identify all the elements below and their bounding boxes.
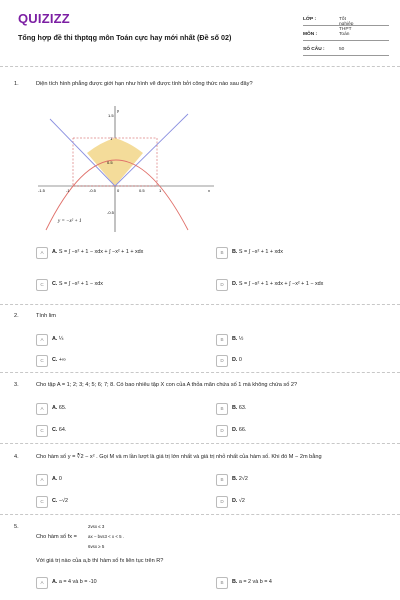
option-text bbox=[232, 336, 243, 342]
piecewise-line: 6vsx ≥ 5 bbox=[88, 544, 105, 549]
option-text bbox=[52, 427, 66, 433]
option-label: B. bbox=[232, 405, 238, 411]
option-value: √2 bbox=[238, 498, 245, 504]
option-label: B. bbox=[232, 476, 238, 482]
option-value: ¼ bbox=[58, 336, 64, 342]
x-tick-label: 1 bbox=[159, 188, 162, 193]
option-label: A. bbox=[52, 476, 58, 482]
option-text bbox=[232, 579, 272, 585]
option-text bbox=[52, 249, 143, 255]
question-text: Tính lim bbox=[36, 313, 56, 319]
option-value: a = 2 và b = 4 bbox=[238, 579, 272, 585]
option-letter-box: C bbox=[36, 279, 48, 291]
x-tick-label: 0.5 bbox=[139, 188, 145, 193]
option-label: D. bbox=[232, 498, 238, 504]
option-letter-box: D bbox=[216, 279, 228, 291]
option-text bbox=[52, 476, 62, 482]
question-divider bbox=[0, 514, 400, 515]
worksheet-header bbox=[0, 0, 400, 62]
meta-key: LỚP : bbox=[303, 17, 317, 22]
question-subtext: Với giá trị nào của a,b thì hàm số fx liên tục trên R? bbox=[36, 558, 164, 564]
option-label: B. bbox=[232, 249, 238, 255]
option-letter-box: B bbox=[216, 577, 228, 589]
curve-label: y = −x² + 1 bbox=[58, 219, 82, 224]
option-label: C. bbox=[52, 357, 58, 363]
x-tick-label: -1.5 bbox=[38, 188, 45, 193]
question-text: Diện tích hình phẳng được giới hạn như hình vẽ được tính bởi công thức nào sau đây? bbox=[36, 81, 253, 87]
option-label: D. bbox=[232, 281, 238, 287]
option-text bbox=[52, 281, 103, 287]
option-value: 63. bbox=[238, 405, 247, 411]
question-text: Cho hàm số fx = bbox=[36, 534, 77, 540]
y-tick-label: 1 bbox=[110, 136, 113, 141]
question-divider bbox=[0, 443, 400, 444]
option-text bbox=[232, 281, 323, 287]
option-text bbox=[232, 498, 245, 504]
question-number: 1. bbox=[14, 81, 19, 87]
option-label: D. bbox=[232, 357, 238, 363]
option-value: 0 bbox=[238, 357, 242, 363]
y-tick-label: -0.5 bbox=[107, 210, 114, 215]
option-letter-box: C bbox=[36, 425, 48, 437]
meta-key: MÔN : bbox=[303, 32, 318, 37]
x-tick-label: 0 bbox=[117, 188, 120, 193]
option-letter-box: D bbox=[216, 355, 228, 367]
option-label: A. bbox=[52, 405, 58, 411]
option-value: 0 bbox=[58, 476, 62, 482]
option-label: C. bbox=[52, 427, 58, 433]
option-value: S = ∫ −x² + 1 − xdx bbox=[58, 281, 103, 287]
option-label: C. bbox=[52, 498, 58, 504]
meta-underline bbox=[303, 55, 389, 56]
question-text: Cho tập A = 1; 2; 3; 4; 5; 6; 7; 8. Có bao nhiêu tập X con của A thỏa mãn chứa số 1 mà không chứa số 2? bbox=[36, 382, 298, 388]
option-letter-box: B bbox=[216, 474, 228, 486]
header-divider bbox=[0, 66, 400, 67]
option-text bbox=[52, 579, 97, 585]
option-text bbox=[232, 476, 248, 482]
option-letter-box: A bbox=[36, 247, 48, 259]
option-text bbox=[52, 405, 66, 411]
option-label: B. bbox=[232, 579, 238, 585]
meta-value: Toán bbox=[339, 32, 350, 37]
option-value: a = 4 và b = -10 bbox=[58, 579, 97, 585]
y-tick-label: 0.5 bbox=[107, 160, 113, 165]
question-divider bbox=[0, 304, 400, 305]
piecewise-line: ax − bvs3 < x < 5 . bbox=[88, 534, 124, 539]
option-letter-box: A bbox=[36, 474, 48, 486]
option-text bbox=[52, 336, 63, 342]
option-text bbox=[232, 357, 242, 363]
option-letter-box: D bbox=[216, 425, 228, 437]
option-text bbox=[232, 249, 283, 255]
option-label: C. bbox=[52, 281, 58, 287]
option-letter-box: C bbox=[36, 355, 48, 367]
option-value: 64. bbox=[58, 427, 67, 433]
option-letter-box: C bbox=[36, 496, 48, 508]
option-value: 2√2 bbox=[238, 476, 248, 482]
y-tick-label: 1.5 bbox=[108, 113, 114, 118]
question-text: Cho hàm số y = ∛2 − x² . Gọi M và m lần lượt là giá trị lớn nhất và giá trị nhỏ nhất của hàm số. Khi đó M − 2m bằng bbox=[36, 454, 322, 460]
option-text bbox=[52, 498, 68, 504]
option-letter-box: A bbox=[36, 334, 48, 346]
shaded-area-outer bbox=[87, 138, 143, 186]
meta-underline bbox=[303, 25, 389, 26]
option-value: S = ∫ −x² + 1 + xdx bbox=[238, 249, 283, 255]
x-tick-label: -1 bbox=[66, 188, 70, 193]
quizizz-logo: QUIZIZZ bbox=[18, 11, 70, 26]
question-number: 5. bbox=[14, 524, 19, 530]
option-label: A. bbox=[52, 336, 58, 342]
option-value: S = ∫ −x² + 1 − xdx + ∫ −x² + 1 + xdx bbox=[58, 249, 144, 255]
option-letter-box: A bbox=[36, 403, 48, 415]
option-letter-box: D bbox=[216, 496, 228, 508]
option-value: ½ bbox=[238, 336, 244, 342]
question-number: 4. bbox=[14, 454, 19, 460]
option-value: S = ∫ −x² + 1 + xdx + ∫ −x² + 1 − xdx bbox=[238, 281, 324, 287]
option-label: B. bbox=[232, 336, 238, 342]
meta-value: Tốt nghiệp THPT bbox=[339, 17, 354, 32]
option-value: 65. bbox=[58, 405, 67, 411]
option-label: A. bbox=[52, 579, 58, 585]
worksheet-title: Tổng hợp đề thi thptqg môn Toán cực hay mới nhất (Đề số 02) bbox=[18, 33, 232, 42]
meta-value: 50 bbox=[339, 47, 345, 52]
option-text bbox=[232, 405, 246, 411]
option-letter-box: B bbox=[216, 334, 228, 346]
option-value: 66. bbox=[238, 427, 247, 433]
option-letter-box: B bbox=[216, 403, 228, 415]
meta-key: SỐ CÂU : bbox=[303, 47, 325, 52]
option-letter-box: A bbox=[36, 577, 48, 589]
parabola-figure bbox=[38, 106, 214, 232]
option-label: A. bbox=[52, 249, 58, 255]
option-text bbox=[232, 427, 246, 433]
y-axis-label: y bbox=[117, 108, 119, 113]
option-label: D. bbox=[232, 427, 238, 433]
x-axis-label: x bbox=[208, 188, 210, 193]
piecewise-line: 2vsx ≤ 3 bbox=[88, 524, 105, 529]
option-text bbox=[52, 357, 66, 363]
question-number: 3. bbox=[14, 382, 19, 388]
option-value: −√2 bbox=[58, 498, 69, 504]
question-divider bbox=[0, 372, 400, 373]
option-letter-box: B bbox=[216, 247, 228, 259]
option-value: +∞ bbox=[58, 357, 66, 363]
x-tick-label: -0.5 bbox=[89, 188, 96, 193]
question-number: 2. bbox=[14, 313, 19, 319]
meta-underline bbox=[303, 40, 389, 41]
